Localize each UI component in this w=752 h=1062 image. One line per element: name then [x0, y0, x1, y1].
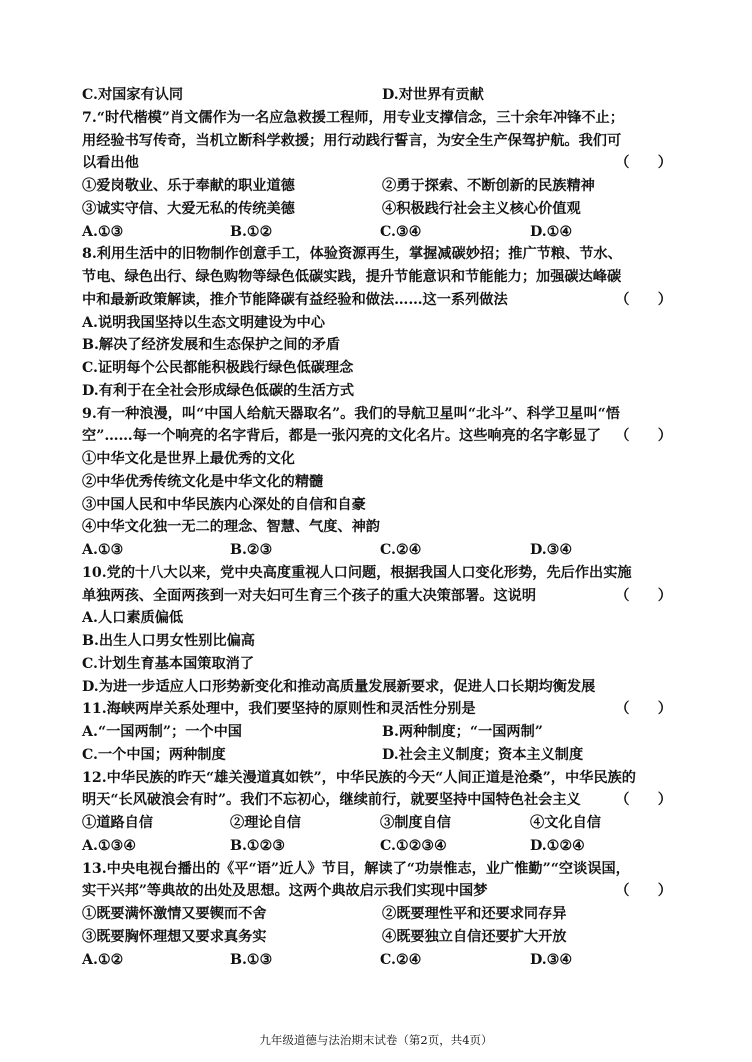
- question-text: ①中华文化是世界上最优秀的文化: [82, 451, 295, 467]
- text-line: [82, 767, 672, 789]
- answer-parentheses: （ ）: [615, 155, 672, 172]
- text-line: [82, 471, 672, 493]
- text-line: [82, 312, 672, 334]
- text-line: [82, 744, 672, 766]
- option-item: C.②④: [380, 542, 422, 558]
- text-line: [82, 698, 672, 720]
- text-line: [82, 380, 672, 402]
- text-line: [82, 175, 672, 197]
- question-text: 11.海峡两岸关系处理中，我们要坚持的原则性和灵活性分别是: [82, 701, 476, 718]
- text-line: [82, 721, 672, 743]
- option-item: D.①④: [530, 223, 573, 240]
- text-line: [82, 630, 672, 652]
- option-item: B.①②③: [230, 837, 286, 854]
- option-item: D.③④: [530, 542, 573, 558]
- question-text: C.证明每个公民都能积极践行绿色低碳理念: [82, 360, 354, 376]
- option-item: B.②③: [230, 542, 273, 558]
- option-item: B.①②: [230, 223, 273, 240]
- text-line: [82, 403, 672, 425]
- text-line: [82, 903, 672, 925]
- option-item: A.“一国两制”；一个中国: [82, 724, 242, 740]
- option-item: ③诚实守信、大爱无私的传统美德: [82, 200, 295, 217]
- option-item: A.①③④: [82, 837, 137, 854]
- option-item: A.①③: [82, 223, 124, 240]
- text-line: [82, 858, 672, 880]
- text-line: [82, 130, 672, 152]
- option-item: D.③④: [530, 951, 573, 968]
- answer-parentheses: （ ）: [615, 792, 672, 809]
- text-line: [82, 221, 672, 243]
- option-item: ④积极践行社会主义核心价值观: [382, 200, 581, 217]
- text-line: [82, 266, 672, 288]
- option-item: D.对世界有贡献: [382, 87, 484, 103]
- option-item: D.社会主义制度；资本主义制度: [382, 746, 584, 763]
- question-text: 以看出他: [82, 155, 139, 172]
- question-text: B.解决了经济发展和生态保护之间的矛盾: [82, 337, 341, 354]
- option-item: ②勇于探索、不断创新的民族精神: [382, 178, 595, 194]
- option-item: ①爱岗敬业、乐于奉献的职业道德: [82, 178, 295, 194]
- text-line: [82, 243, 672, 265]
- answer-parentheses: （ ）: [615, 883, 672, 900]
- text-line: [82, 516, 672, 538]
- text-line: [82, 562, 672, 584]
- option-item: ③制度自信: [380, 815, 451, 831]
- question-text: C.计划生育基本国策取消了: [82, 655, 255, 672]
- question-text: ②中华优秀传统文化是中华文化的精髓: [82, 473, 324, 490]
- option-item: ④文化自信: [530, 815, 601, 831]
- question-text: 明天“长风破浪会有时”。我们不忘初心，继续前行，就要坚持中国特色社会主义: [82, 792, 581, 809]
- text-line: [82, 357, 672, 379]
- option-item: C.对国家有认同: [82, 87, 184, 103]
- option-item: A.①②: [82, 951, 124, 968]
- text-line: [82, 539, 672, 561]
- option-item: ③既要胸怀理想又要求真务实: [82, 928, 267, 945]
- question-text: A.说明我国坚持以生态文明建设为中心: [82, 314, 325, 331]
- text-line: [82, 152, 672, 174]
- question-text: B.出生人口男女性别比偏高: [82, 633, 255, 649]
- question-text: D.为进一步适应人口形势新变化和推动高质量发展新要求，促进人口长期均衡发展: [82, 678, 596, 695]
- question-text: 单独两孩、全面两孩到一对夫妇可生育三个孩子的重大决策部署。这说明: [82, 587, 537, 604]
- question-text: 中和最新政策解读，推介节能降碳有益经验和做法……这一系列做法: [82, 291, 508, 308]
- answer-parentheses: （ ）: [615, 701, 672, 718]
- question-text: ③中国人民和中华民族内心深处的自信和自豪: [82, 496, 366, 513]
- text-line: [82, 676, 672, 698]
- answer-parentheses: （ ）: [615, 587, 672, 604]
- text-line: [82, 84, 672, 106]
- question-text: 8.利用生活中的旧物制作创意手工，体验资源再生，掌握减碳妙招；推广节粮、节水、: [82, 246, 622, 263]
- text-line: [82, 607, 672, 629]
- text-line: [82, 289, 672, 311]
- question-text: 10.党的十八大以来，党中央高度重视人口问题，根据我国人口变化形势，先后作出实施: [82, 564, 632, 581]
- text-line: [82, 334, 672, 356]
- text-line: [82, 926, 672, 948]
- text-line: [82, 494, 672, 516]
- text-line: [82, 425, 672, 447]
- option-item: C.②④: [380, 951, 422, 968]
- option-item: ①道路自信: [82, 815, 153, 831]
- question-text: 7.“时代楷模”肖文儒作为一名应急救援工程师，用专业支撑信念，三十余年冲锋不止；: [82, 109, 624, 126]
- page-footer: 九年级道德与法治期末试卷（第2页，共4页）: [259, 1033, 493, 1047]
- text-line: [82, 835, 672, 857]
- text-line: [82, 448, 672, 470]
- text-line: [82, 880, 672, 902]
- option-item: C.③④: [380, 223, 422, 240]
- option-item: C.①②③④: [380, 837, 447, 854]
- option-item: B.①③: [230, 951, 273, 968]
- text-line: [82, 949, 672, 971]
- text-line: [82, 198, 672, 220]
- question-text: 13.中央电视台播出的《平“语”近人》节目，解读了“功崇惟志，业广惟勤”“空谈误国，: [82, 860, 630, 877]
- text-line: [82, 107, 672, 129]
- question-text: 12.中华民族的昨天“雄关漫道真如铁”，中华民族的今天“人间正道是沧桑”，中华民族的: [82, 769, 636, 786]
- option-item: ①既要满怀激情又要锲而不舍: [82, 906, 267, 922]
- answer-parentheses: （ ）: [615, 428, 672, 445]
- option-item: A.①③: [82, 542, 124, 558]
- question-text: 节电、绿色出行、绿色购物等绿色低碳实践，提升节能意识和节能能力；加强碳达峰碳: [82, 269, 622, 285]
- question-text: 实干兴邦”等典故的出处及思想。这两个典故启示我们实现中国梦: [82, 883, 488, 900]
- question-text: 用经验书写传奇，当机立断科学救援；用行动践行誓言，为安全生产保驾护航。我们可: [82, 132, 622, 149]
- option-item: ②既要理性平和还要求同存异: [382, 906, 567, 922]
- question-text: ④中华文化独一无二的理念、智慧、气度、神韵: [82, 519, 380, 536]
- question-text: 空”……每一个响亮的名字背后，都是一张闪亮的文化名片。这些响亮的名字彰显了: [82, 428, 601, 445]
- question-text: 9.有一种浪漫，叫“中国人给航天器取名”。我们的导航卫星叫“北斗”、科学卫星叫“悟: [82, 405, 620, 422]
- option-item: ②理论自信: [230, 815, 301, 831]
- question-text: A.人口素质偏低: [82, 610, 184, 627]
- text-line: [82, 653, 672, 675]
- option-item: B.两种制度；“一国两制”: [382, 724, 543, 740]
- text-line: [82, 789, 672, 811]
- text-line: [82, 812, 672, 834]
- option-item: D.①②④: [530, 837, 585, 854]
- answer-parentheses: （ ）: [615, 291, 672, 308]
- option-item: ④既要独立自信还要扩大开放: [382, 928, 567, 945]
- text-line: [82, 585, 672, 607]
- question-text: D.有利于在全社会形成绿色低碳的生活方式: [82, 382, 355, 399]
- option-item: C.一个中国；两种制度: [82, 746, 226, 763]
